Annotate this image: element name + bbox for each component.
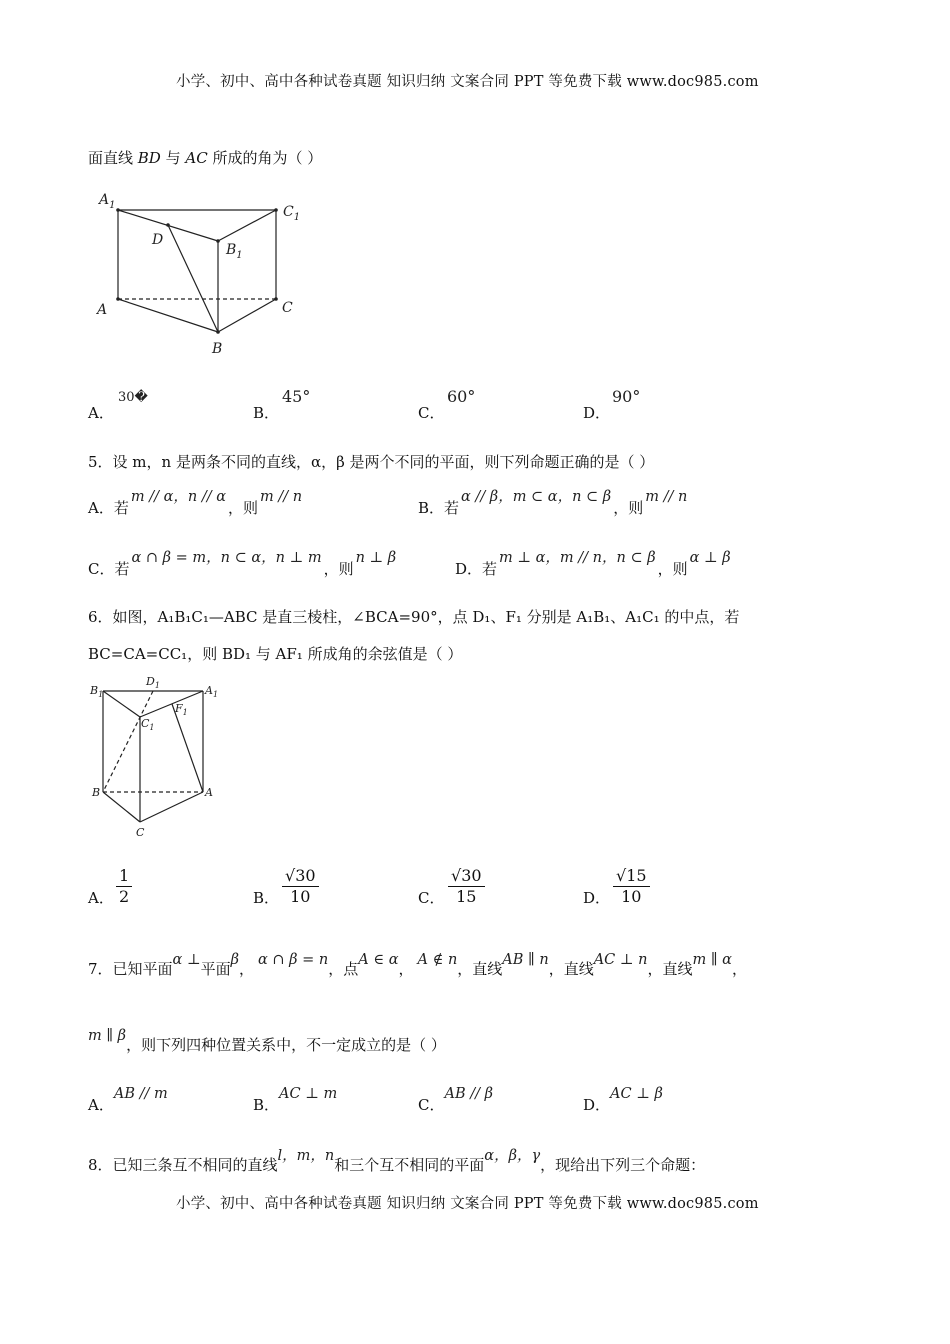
- q5-option-d[interactable]: D．若m ⊥ α，m // n，n ⊂ β，则α ⊥ β: [455, 550, 731, 578]
- q4-option-d[interactable]: D．: [583, 404, 611, 422]
- label-d: D: [152, 232, 164, 248]
- q4-prism-figure: [90, 188, 320, 360]
- page-header: 小学、初中、高中各种试卷真题 知识归纳 文案合同 PPT 等免费下载 www.doc985.com: [176, 74, 759, 90]
- q5-stem: 5．设 m，n 是两条不同的直线，α，β 是两个不同的平面，则下列命题正确的是（ ）: [88, 453, 655, 471]
- q4-option-c[interactable]: C．: [418, 404, 445, 422]
- label-b: B: [212, 341, 223, 357]
- q7-stem-line1: 7．已知平面α ⊥平面β， α ∩ β = n，点A ∈ α， A ∉ n，直线AB ∥ n，直线AC ⊥ n，直线m ∥ α，: [88, 952, 747, 978]
- q5-option-b[interactable]: B．若α // β，m ⊂ α，n ⊂ β，则m // n: [418, 489, 688, 517]
- label-f1: $F_1$: [175, 702, 188, 717]
- q6-stem-line2: BC=CA=CC₁，则 BD₁ 与 AF₁ 所成角的余弦值是（ ）: [88, 645, 463, 663]
- q6-option-c[interactable]: C．: [418, 889, 445, 907]
- q4-option-b-value: 45°: [282, 387, 311, 406]
- q4-option-a-value: 30�: [118, 390, 148, 405]
- label-a: A: [97, 302, 108, 318]
- q7-stem-line2: m ∥ β，则下列四种位置关系中，不一定成立的是（ ）: [88, 1028, 446, 1054]
- q4-option-a[interactable]: A．: [88, 404, 114, 422]
- page-footer: 小学、初中、高中各种试卷真题 知识归纳 文案合同 PPT 等免费下载 www.doc985.com: [176, 1196, 759, 1212]
- q6-option-b-fraction: $\frac{√30}{10}$: [282, 866, 319, 907]
- q6-stem-line1: 6．如图，A₁B₁C₁—ABC 是直三棱柱，∠BCA=90°，点 D₁、F₁ 分别是 A₁B₁、A₁C₁ 的中点，若: [88, 608, 740, 626]
- q7-option-a[interactable]: A．AB // m: [88, 1086, 168, 1114]
- q7-option-c[interactable]: C．AB // β: [418, 1086, 493, 1114]
- q4-option-c-value: 60°: [447, 387, 476, 406]
- q6-option-c-fraction: $\frac{√30}{15}$: [448, 866, 485, 907]
- q6-option-d[interactable]: D．: [583, 889, 611, 907]
- q6-option-d-fraction: $\frac{√15}{10}$: [613, 866, 650, 907]
- q6-option-a[interactable]: A．: [88, 889, 114, 907]
- q5-option-c[interactable]: C．若α ∩ β = m，n ⊂ α，n ⊥ m，则n ⊥ β: [88, 550, 397, 578]
- label-b1: $B_1$: [226, 242, 243, 261]
- label-c1: $C_1$: [141, 717, 155, 732]
- q4-stem: 面直线 BD 与 AC 所成的角为（ ）: [88, 149, 323, 167]
- q4-option-d-value: 90°: [612, 387, 641, 406]
- label-a1: $A_1$: [99, 192, 116, 211]
- label-c1: $C_1$: [283, 204, 301, 223]
- q8-stem: 8．已知三条互不相同的直线l，m，n和三个互不相同的平面α，β，γ，现给出下列三个命题：: [88, 1148, 706, 1174]
- q6-option-b[interactable]: B．: [253, 889, 280, 907]
- label-d1: $D_1$: [146, 675, 160, 690]
- q6-option-a-fraction: $\frac{1}{2}$: [116, 866, 132, 907]
- label-b1: $B_1$: [90, 684, 104, 699]
- q4-bd: BD: [137, 149, 161, 167]
- label-c: C: [136, 826, 145, 839]
- label-a1: $A_1$: [205, 684, 219, 699]
- q7-option-b[interactable]: B．AC ⊥ m: [253, 1086, 338, 1114]
- q4-ac: AC: [185, 149, 208, 167]
- label-c: C: [282, 300, 293, 316]
- q4-option-b[interactable]: B．: [253, 404, 280, 422]
- q5-option-a[interactable]: A．若m // α，n // α，则m // n: [88, 489, 303, 517]
- label-b: B: [92, 786, 101, 799]
- q7-option-d[interactable]: D．AC ⊥ β: [583, 1086, 663, 1114]
- label-a: A: [205, 786, 213, 799]
- q6-prism-figure: [88, 672, 228, 842]
